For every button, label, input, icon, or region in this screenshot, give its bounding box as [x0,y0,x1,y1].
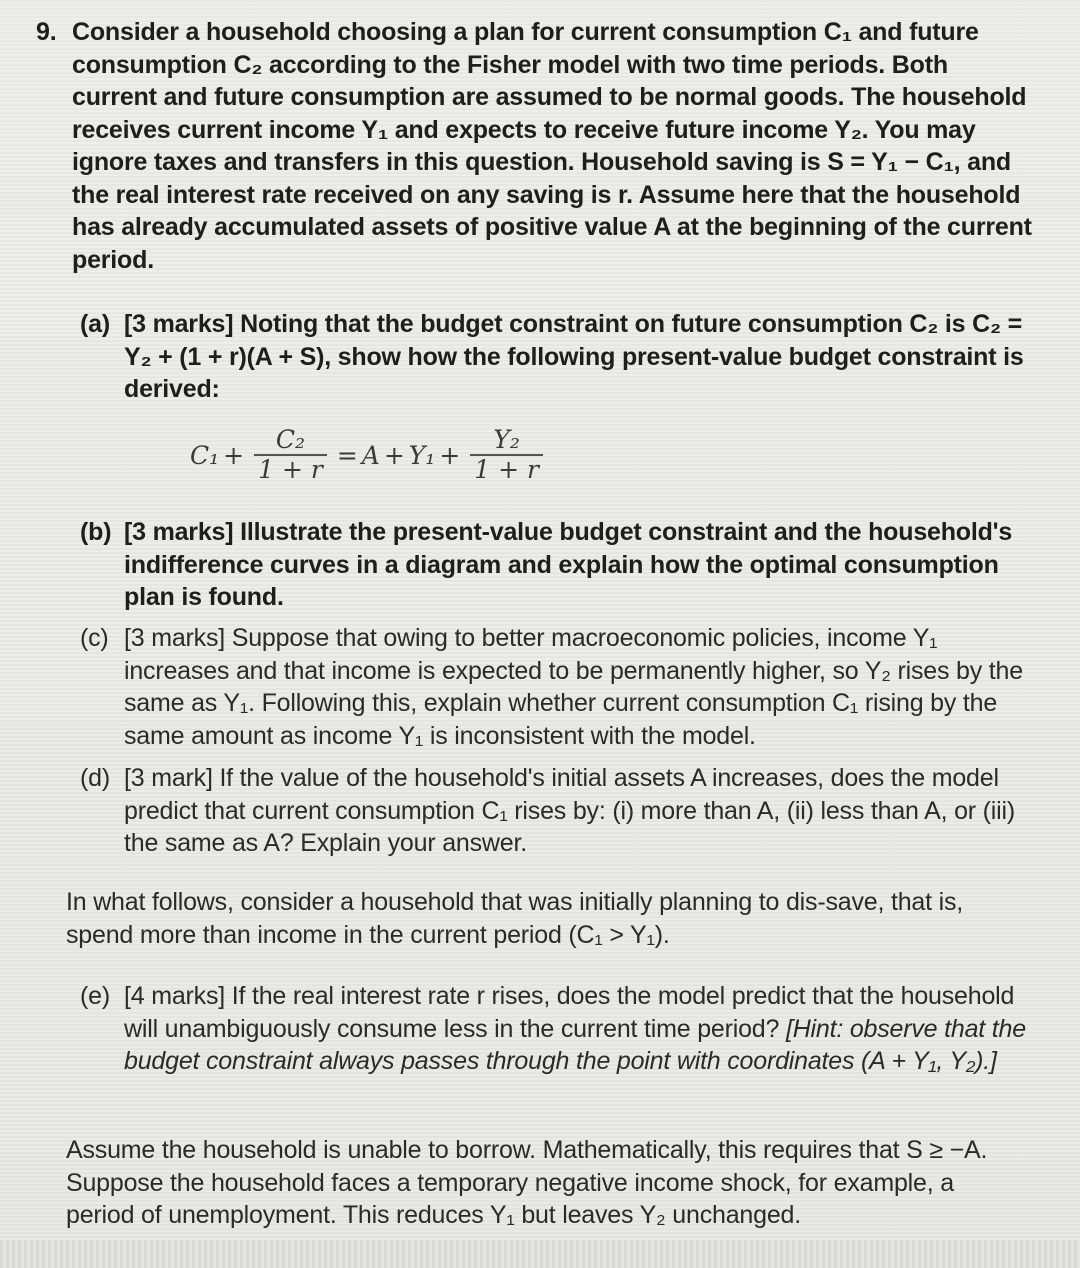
question-text: Consider a household choosing a plan for current consumption C₁ and future consumption C₂ according to the Fisher model with two time periods. Both current and future consumption are assumed to be normal goods. The household receives current income Y₁ and expects to receive future income Y₂. You may ignore taxes and transfers in this question. Household saving is S = Y₁ − C₁, and the real interest rate received on any saving is r. Assume here that the household has already accumulated assets of positive value A at the beginning of the current period. [72,18,1032,274]
part-e-body [124,980,1030,1078]
formula-plus-2: + [383,440,405,470]
part-b-text: [3 marks] Illustrate the present-value budget constraint and the household's indifference curves in a diagram and explain how the optimal consumption plan is found. [124,518,1013,611]
fraction-2-numerator: Y₂ [493,425,520,454]
part-e-label: (e) [80,982,110,1010]
formula-y1: Y₁ [408,440,436,470]
formula-equals: = [336,440,358,470]
formula-a: A [361,440,380,470]
part-a-label: (a) [80,310,110,338]
formula-c1: C₁ [190,440,220,470]
formula-fraction-1 [254,426,327,484]
formula-plus-3: + [439,440,461,470]
part-c-text: [3 marks] Suppose that owing to better macroeconomic policies, income Y₁ increases and that income is expected to be permanently higher, so Y₂ rises by the same as Y₁. Following this, explain whether current consumption C₁ rising by the same amount as income Y₁ is inconsistent with the model. [124,624,1023,750]
question-number: 9. [36,18,57,46]
formula-fraction-2 [470,426,543,484]
fraction-2-denominator: 1 + r [470,454,543,484]
final-text: Assume the household is unable to borrow. Mathematically, this requires that S ≥ −A. Suppose the household faces a temporary negative income shock, for example, a period of unemployment. This reduces Y₁ but leaves Y₂ unchanged. [66,1136,988,1229]
part-b [80,516,1030,614]
page-bottom-edge [0,1240,1080,1268]
formula-plus-1: + [223,440,245,470]
part-e-text: [4 marks] If the real interest rate r rises, does the model predict that the household will unambiguously consume less in the current time period? [124,982,1015,1043]
part-e-hint: [Hint: observe that the budget constraint always passes through the point with coordinates (A + Y₁, Y₂).] [124,1014,1026,1075]
final-paragraph [66,1134,1026,1232]
part-a [80,308,1030,406]
fraction-1-numerator: C₂ [275,425,306,454]
part-b-label: (b) [80,518,112,546]
fraction-1-denominator: 1 + r [254,454,327,484]
part-e [80,980,1030,1078]
part-c [80,622,1030,752]
present-value-budget-constraint [190,420,549,490]
part-d-text: [3 mark] If the value of the household's initial assets A increases, does the model predict that current consumption C₁ rises by: (i) more than A, (ii) less than A, or (iii) the same as A? Explain your answer. [124,764,1015,857]
part-d-label: (d) [80,764,110,792]
question-9 [36,16,1036,276]
part-c-label: (c) [80,624,109,652]
part-d [80,762,1030,860]
intro-e [66,886,1026,951]
intro-e-text: In what follows, consider a household that was initially planning to dis-save, that is, spend more than income in the current period (C₁ > Y₁). [66,888,963,949]
part-a-text: [3 marks] Noting that the budget constraint on future consumption C₂ is C₂ = Y₂ + (1 + r)(A + S), show how the following present-value budget constraint is derived: [124,310,1024,403]
